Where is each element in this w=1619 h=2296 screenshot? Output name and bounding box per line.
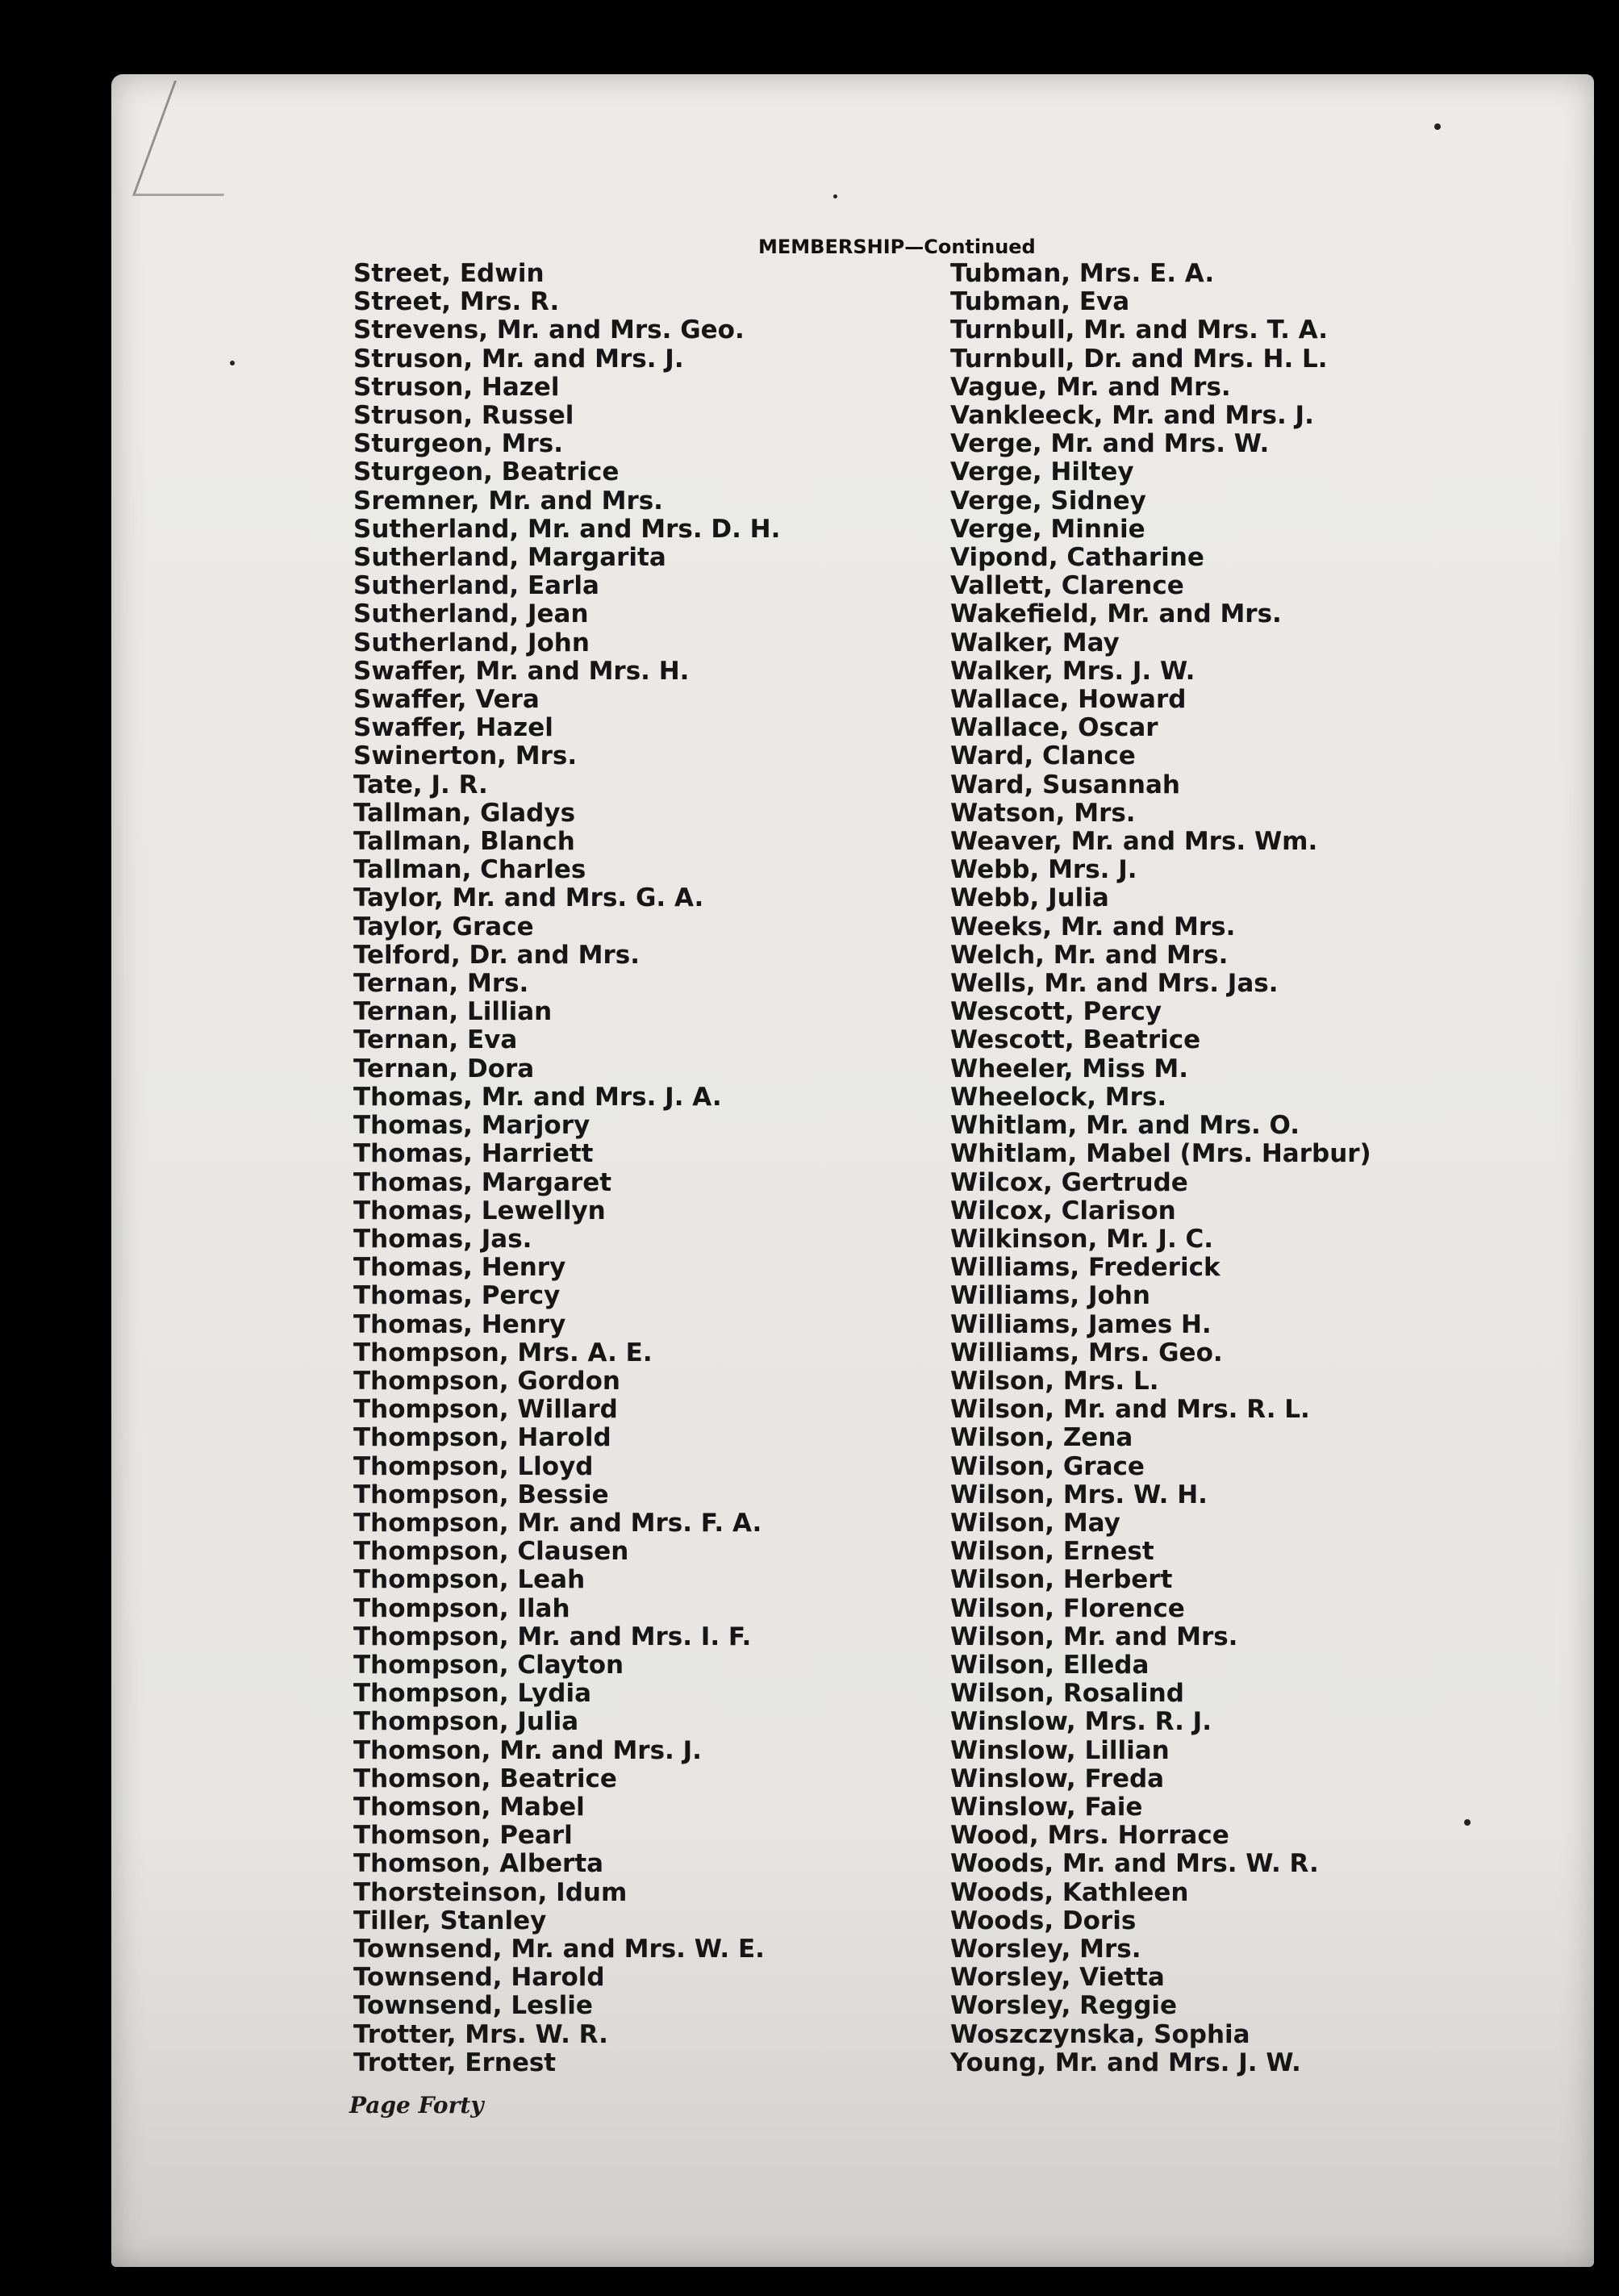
member-entry: Sutherland, Mr. and Mrs. D. H. (353, 514, 781, 544)
member-entry: Tiller, Stanley (353, 1906, 547, 1935)
member-entry: Wilson, Elleda (950, 1650, 1150, 1680)
member-entry: Tubman, Eva (950, 287, 1130, 317)
member-entry: Wilcox, Clarison (950, 1196, 1176, 1225)
member-entry: Wilson, Rosalind (950, 1679, 1184, 1709)
member-entry: Thomas, Percy (353, 1281, 561, 1311)
member-entry: Thomas, Harriett (353, 1139, 594, 1169)
member-entry: Wilkinson, Mr. J. C. (950, 1224, 1214, 1254)
member-entry: Tallman, Charles (353, 855, 586, 885)
member-entry: Turnbull, Dr. and Mrs. H. L. (950, 344, 1328, 374)
member-entry: Winslow, Lillian (950, 1735, 1170, 1765)
member-entry: Vague, Mr. and Mrs. (950, 372, 1231, 402)
membership-list-right (950, 260, 1371, 2077)
member-entry: Wilson, Herbert (950, 1565, 1173, 1595)
member-entry: Thompson, Harold (353, 1423, 611, 1453)
member-entry: Thompson, Willard (353, 1395, 618, 1425)
member-entry: Worsley, Reggie (950, 1991, 1178, 2021)
member-entry: Wood, Mrs. Horrace (950, 1821, 1229, 1851)
member-entry: Taylor, Mr. and Mrs. G. A. (353, 883, 704, 913)
member-entry: Wilson, Zena (950, 1423, 1133, 1453)
member-entry: Trotter, Ernest (353, 2048, 557, 2077)
page-number: Page Forty (349, 2092, 484, 2119)
member-entry: Thompson, Bessie (353, 1480, 609, 1509)
member-entry: Williams, James H. (950, 1309, 1212, 1339)
member-entry: Struson, Hazel (353, 372, 560, 402)
member-entry: Ternan, Dora (353, 1054, 535, 1083)
member-entry: Williams, Mrs. Geo. (950, 1338, 1223, 1367)
speck (230, 361, 235, 365)
speck (833, 194, 837, 198)
member-entry: Thomas, Marjory (353, 1111, 590, 1141)
member-entry: Tallman, Gladys (353, 798, 576, 828)
member-entry: Williams, John (950, 1281, 1150, 1311)
member-entry: Sturgeon, Beatrice (353, 457, 620, 487)
member-entry: Thomson, Alberta (353, 1849, 604, 1879)
member-entry: Trotter, Mrs. W. R. (353, 2019, 608, 2049)
member-entry: Whitlam, Mr. and Mrs. O. (950, 1111, 1300, 1141)
member-entry: Thompson, Clayton (353, 1650, 624, 1680)
member-entry: Wallace, Oscar (950, 713, 1158, 743)
member-entry: Struson, Russel (353, 401, 574, 431)
member-entry: Worsley, Vietta (950, 1963, 1165, 1993)
member-entry: Ternan, Lillian (353, 997, 553, 1027)
member-entry: Weeks, Mr. and Mrs. (950, 912, 1236, 941)
member-entry: Welch, Mr. and Mrs. (950, 940, 1229, 970)
member-entry: Thomson, Beatrice (353, 1764, 617, 1793)
member-entry: Townsend, Mr. and Mrs. W. E. (353, 1934, 765, 1964)
speck (1464, 1819, 1471, 1826)
member-entry: Wilson, Ernest (950, 1537, 1154, 1567)
member-entry: Thomas, Henry (353, 1253, 566, 1283)
member-entry: Street, Edwin (353, 259, 545, 288)
member-entry: Thorsteinson, Idum (353, 1877, 628, 1907)
member-entry: Townsend, Harold (353, 1963, 605, 1993)
member-entry: Winslow, Freda (950, 1764, 1165, 1793)
member-entry: Swinerton, Mrs. (353, 741, 578, 771)
member-entry: Thomas, Jas. (353, 1224, 532, 1254)
member-entry: Sutherland, John (353, 628, 590, 657)
member-entry: Walker, May (950, 628, 1120, 657)
member-entry: Thomas, Mr. and Mrs. J. A. (353, 1082, 722, 1112)
member-entry: Thomson, Mr. and Mrs. J. (353, 1735, 702, 1765)
member-entry: Wakefield, Mr. and Mrs. (950, 599, 1282, 629)
member-entry: Thompson, Leah (353, 1565, 586, 1595)
member-entry: Thompson, Mr. and Mrs. F. A. (353, 1508, 762, 1538)
member-entry: Thomas, Margaret (353, 1167, 612, 1197)
member-entry: Sturgeon, Mrs. (353, 429, 564, 459)
member-entry: Tallman, Blanch (353, 827, 575, 857)
member-entry: Weaver, Mr. and Mrs. Wm. (950, 827, 1318, 857)
member-entry: Thomas, Henry (353, 1309, 566, 1339)
member-entry: Woszczynska, Sophia (950, 2019, 1250, 2049)
member-entry: Woods, Kathleen (950, 1877, 1189, 1907)
member-entry: Tubman, Mrs. E. A. (950, 259, 1215, 288)
member-entry: Thomson, Pearl (353, 1821, 573, 1851)
member-entry: Wilson, Grace (950, 1451, 1145, 1481)
member-entry: Sutherland, Jean (353, 599, 589, 629)
member-entry: Wilson, Mrs. W. H. (950, 1480, 1208, 1509)
member-entry: Verge, Mr. and Mrs. W. (950, 429, 1270, 459)
member-entry: Tate, J. R. (353, 770, 488, 799)
member-entry: Wilcox, Gertrude (950, 1167, 1188, 1197)
member-entry: Thomson, Mabel (353, 1792, 585, 1822)
member-entry: Worsley, Mrs. (950, 1934, 1141, 1964)
member-entry: Webb, Julia (950, 883, 1109, 913)
member-entry: Wilson, May (950, 1508, 1120, 1538)
member-entry: Young, Mr. and Mrs. J. W. (950, 2048, 1301, 2077)
page-heading: MEMBERSHIP—Continued (758, 236, 1036, 258)
member-entry: Strevens, Mr. and Mrs. Geo. (353, 315, 745, 345)
member-entry: Wallace, Howard (950, 685, 1187, 715)
speck (1434, 123, 1441, 130)
member-entry: Sremner, Mr. and Mrs. (353, 486, 663, 516)
member-entry: Ternan, Eva (353, 1025, 518, 1055)
member-entry: Swaffer, Hazel (353, 713, 553, 743)
member-entry: Watson, Mrs. (950, 798, 1136, 828)
member-entry: Thompson, Lloyd (353, 1451, 594, 1481)
member-entry: Thompson, Ilah (353, 1593, 570, 1623)
member-entry: Wescott, Beatrice (950, 1025, 1201, 1055)
member-entry: Williams, Frederick (950, 1253, 1221, 1283)
scanned-page (111, 74, 1594, 2267)
member-entry: Ward, Susannah (950, 770, 1180, 799)
member-entry: Verge, Minnie (950, 514, 1145, 544)
membership-list-left (353, 260, 780, 2077)
member-entry: Thompson, Mrs. A. E. (353, 1338, 653, 1367)
member-entry: Vallett, Clarence (950, 571, 1184, 601)
member-entry: Townsend, Leslie (353, 1991, 593, 2021)
member-entry: Whitlam, Mabel (Mrs. Harbur) (950, 1139, 1371, 1169)
member-entry: Wells, Mr. and Mrs. Jas. (950, 969, 1279, 999)
member-entry: Sutherland, Earla (353, 571, 599, 601)
member-entry: Struson, Mr. and Mrs. J. (353, 344, 684, 374)
member-entry: Winslow, Faie (950, 1792, 1143, 1822)
member-entry: Telford, Dr. and Mrs. (353, 940, 641, 970)
member-entry: Wilson, Mr. and Mrs. (950, 1622, 1238, 1651)
member-entry: Walker, Mrs. J. W. (950, 656, 1195, 686)
member-entry: Wilson, Florence (950, 1593, 1185, 1623)
member-entry: Turnbull, Mr. and Mrs. T. A. (950, 315, 1329, 345)
member-entry: Wilson, Mr. and Mrs. R. L. (950, 1395, 1310, 1425)
member-entry: Wescott, Percy (950, 997, 1162, 1027)
member-entry: Wheeler, Miss M. (950, 1054, 1189, 1083)
member-entry: Webb, Mrs. J. (950, 855, 1137, 885)
member-entry: Thompson, Lydia (353, 1679, 591, 1709)
member-entry: Taylor, Grace (353, 912, 534, 941)
member-entry: Vankleeck, Mr. and Mrs. J. (950, 401, 1314, 431)
member-entry: Wheelock, Mrs. (950, 1082, 1167, 1112)
member-entry: Verge, Sidney (950, 486, 1146, 516)
member-entry: Ternan, Mrs. (353, 969, 529, 999)
member-entry: Wilson, Mrs. L. (950, 1366, 1159, 1396)
member-entry: Swaffer, Vera (353, 685, 540, 715)
member-entry: Vipond, Catharine (950, 543, 1204, 573)
member-entry: Sutherland, Margarita (353, 543, 666, 573)
member-entry: Thompson, Julia (353, 1707, 579, 1737)
member-entry: Winslow, Mrs. R. J. (950, 1707, 1212, 1737)
member-entry: Thompson, Mr. and Mrs. I. F. (353, 1622, 752, 1651)
member-entry: Thomas, Lewellyn (353, 1196, 606, 1225)
member-entry: Thompson, Gordon (353, 1366, 620, 1396)
member-entry: Ward, Clance (950, 741, 1136, 771)
member-entry: Thompson, Clausen (353, 1537, 629, 1567)
member-entry: Swaffer, Mr. and Mrs. H. (353, 656, 690, 686)
member-entry: Woods, Mr. and Mrs. W. R. (950, 1849, 1319, 1879)
member-entry: Street, Mrs. R. (353, 287, 560, 317)
member-entry: Woods, Doris (950, 1906, 1137, 1935)
member-entry: Verge, Hiltey (950, 457, 1134, 487)
